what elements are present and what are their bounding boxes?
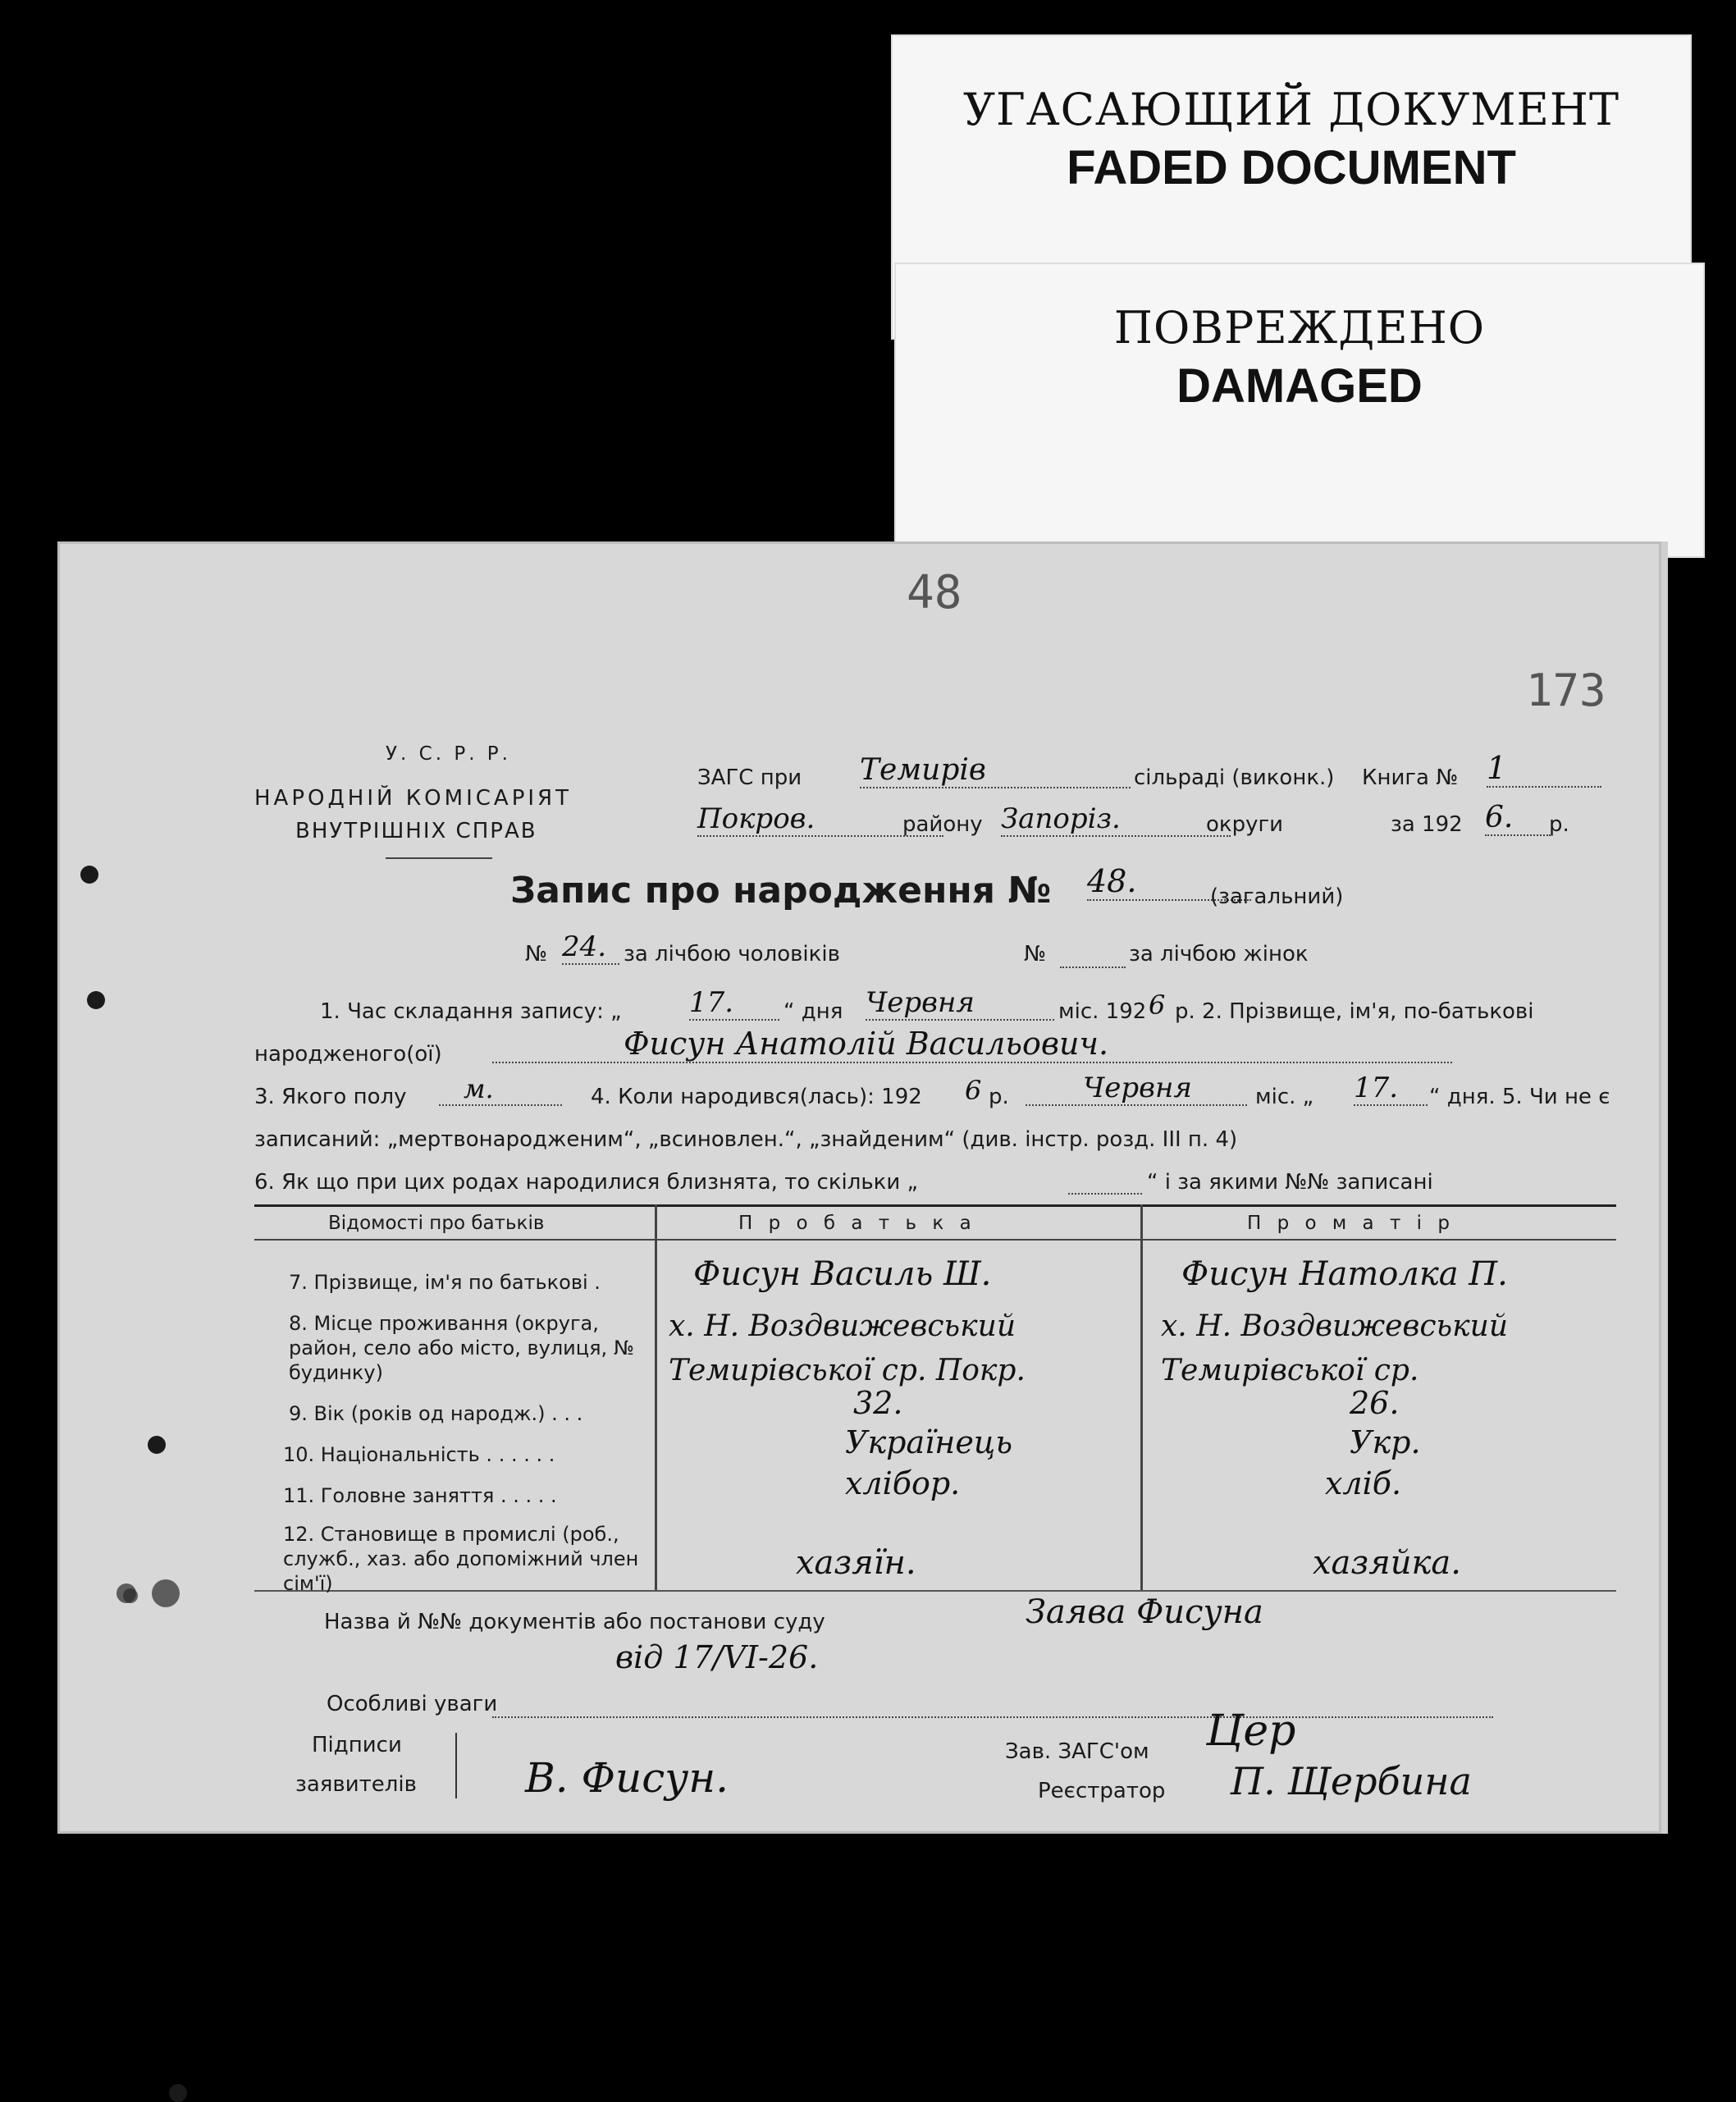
birth-day-value: 17. [1354, 1072, 1428, 1106]
pencil-page-number: 48 [907, 566, 962, 619]
damaged-document-card [894, 263, 1705, 558]
signatures-label: Підписи [312, 1733, 402, 1757]
father-status-value: хазяїн. [796, 1544, 916, 1582]
table-row-label: 7. Прізвище, ім'я по батькові . [289, 1271, 601, 1294]
father-residence-value: х. Н. Воздвижевський Темирівської ср. Покр. [669, 1309, 1026, 1387]
father-occupation-value: хлібор. [845, 1465, 961, 1501]
table-divider [1140, 1204, 1143, 1590]
mother-nationality-value: Укр. [1350, 1424, 1421, 1460]
damaged-label-ru: ПОВРЕЖДЕНО [1113, 302, 1486, 354]
record-year-value: 6 [1149, 989, 1166, 1021]
field2-label: народженого(ої) [254, 1042, 442, 1067]
field5-label-start: “ дня. 5. Чи не є [1429, 1085, 1610, 1109]
birth-month-value: Червня [1026, 1072, 1247, 1106]
faded-label-ru: УГАСАЮЩИЙ ДОКУМЕНТ [962, 84, 1620, 135]
header-commissariat: НАРОДНІЙ КОМІСАРІЯТ [254, 786, 572, 811]
book-number-value: 1 [1487, 750, 1601, 788]
okrug-value: Запоріз. [1001, 802, 1231, 837]
ink-stain [123, 1588, 138, 1603]
record-month-value: Червня [866, 986, 1054, 1021]
table-row-label: 12. Становище в промислі (роб., служб., хаз. або допоміжний член сім'ї) [283, 1523, 639, 1595]
table-row-label: 9. Вік (років од народж.) . . . [289, 1402, 583, 1425]
mother-age-value: 26. [1350, 1385, 1400, 1421]
record-number-value: 48. [1087, 863, 1251, 901]
zags-suffix: сільраді (виконк.) [1134, 765, 1335, 790]
documents-value: Заява Фисуна [1026, 1593, 1263, 1631]
header-ussr: У. С. Р. Р. [386, 743, 511, 765]
head-of-zags-signature: Цер [1206, 1707, 1296, 1756]
mother-name-value: Фисун Натолка П. [1181, 1255, 1508, 1293]
ink-stain [152, 1579, 180, 1607]
table-top-rule [254, 1204, 1616, 1207]
record-title: Запис про народження № [510, 870, 1052, 912]
binding-hole [80, 866, 98, 884]
pencil-folio-number: 173 [1526, 665, 1606, 716]
male-count-prefix: № [525, 942, 548, 966]
okrug-label: округи [1206, 812, 1284, 837]
special-notes-value [492, 1705, 1493, 1718]
applicant-signature: В. Фисун. [525, 1754, 729, 1802]
registrar-label: Реєстратор [1038, 1779, 1166, 1803]
table-header-rule [254, 1239, 1616, 1241]
binding-hole [87, 991, 105, 1009]
male-count-value: 24. [562, 930, 619, 965]
year-value: 6. [1485, 801, 1551, 836]
sex-value: м. [439, 1073, 562, 1106]
father-age-value: 32. [853, 1385, 903, 1421]
table-row-label: 11. Головне заняття . . . . . [283, 1484, 557, 1507]
header-internal-affairs: ВНУТРІШНІХ СПРАВ [295, 819, 537, 843]
field3-label: 3. Якого полу [254, 1085, 407, 1109]
table-header-mother: П р о м а т і р [1247, 1213, 1455, 1234]
child-full-name-value: Фисун Анатолій Васильович. [492, 1026, 1452, 1063]
field1-label: 1. Час складання запису: „ [320, 999, 622, 1024]
table-row-label: 10. Національність . . . . . . [283, 1443, 555, 1466]
mother-status-value: хазяйка. [1313, 1544, 1461, 1582]
female-count-value [1060, 952, 1126, 968]
field5-label: записаний: „мертвонародженим“, „всиновлен.“, „знайденим“ (див. інстр. розд. III п. 4) [254, 1127, 1238, 1152]
documents-date-value: від 17/VI-26. [615, 1639, 819, 1675]
field1-day-label: “ дня [783, 999, 843, 1024]
field4-label: 4. Коли народився(лась): 192 [591, 1085, 922, 1109]
head-of-zags-label: Зав. ЗАГС'ом [1005, 1739, 1149, 1764]
registrar-signature: П. Щербина [1231, 1759, 1472, 1803]
year-label: за 192 [1391, 812, 1463, 837]
district-value: Покров. [697, 802, 943, 837]
field6-label: 6. Як що при цих родах народилися близнята, то скільки „ [254, 1170, 919, 1195]
signatures-label-2: заявителів [295, 1772, 417, 1797]
faded-label-en: FADED DOCUMENT [1067, 141, 1516, 194]
field4-mis-label: міс. „ [1255, 1085, 1314, 1109]
zags-prefix: ЗАГС при [697, 765, 802, 790]
special-notes-label: Особливі уваги [327, 1692, 498, 1716]
field4-r-label: р. [989, 1085, 1009, 1109]
mother-occupation-value: хліб. [1325, 1465, 1402, 1501]
table-header-parents: Відомості про батьків [328, 1213, 545, 1234]
damaged-label-en: DAMAGED [1176, 359, 1423, 413]
birth-record-form [57, 541, 1661, 1834]
year-suffix: р. [1549, 812, 1569, 837]
field6-label-end: “ і за якими №№ записані [1147, 1170, 1433, 1195]
book-label: Книга № [1362, 765, 1459, 790]
signature-bracket [455, 1733, 457, 1798]
binding-hole [148, 1436, 166, 1454]
documents-label: Назва й №№ документів або постанови суду [324, 1610, 825, 1634]
father-nationality-value: Українець [845, 1424, 1013, 1460]
male-count-label: за лічбою чоловіків [624, 942, 840, 966]
mother-residence-value: х. Н. Воздвижевський Темирівської ср. [1161, 1309, 1508, 1387]
table-row-label: 8. Місце проживання (округа, район, село або місто, вулиця, № будинку) [289, 1312, 634, 1384]
field1-year-label: міс. 192 [1058, 999, 1147, 1024]
table-header-father: П р о б а т ь к а [738, 1213, 976, 1234]
record-day-value: 17. [689, 986, 779, 1021]
zags-village-value: Темирів [860, 753, 1131, 788]
twins-count-value [1068, 1178, 1142, 1195]
birth-year-value: 6 [965, 1075, 982, 1106]
female-count-label: за лічбою жінок [1129, 942, 1309, 966]
record-general-suffix: (загальний) [1210, 884, 1344, 909]
binding-hole [169, 2084, 187, 2102]
father-name-value: Фисун Василь Ш. [693, 1255, 992, 1293]
table-divider [655, 1204, 657, 1590]
district-label: району [902, 812, 983, 837]
female-count-prefix: № [1024, 942, 1047, 966]
field2-label-start: р. 2. Прізвище, ім'я, по-батькові [1175, 999, 1534, 1024]
header-rule [386, 857, 492, 859]
